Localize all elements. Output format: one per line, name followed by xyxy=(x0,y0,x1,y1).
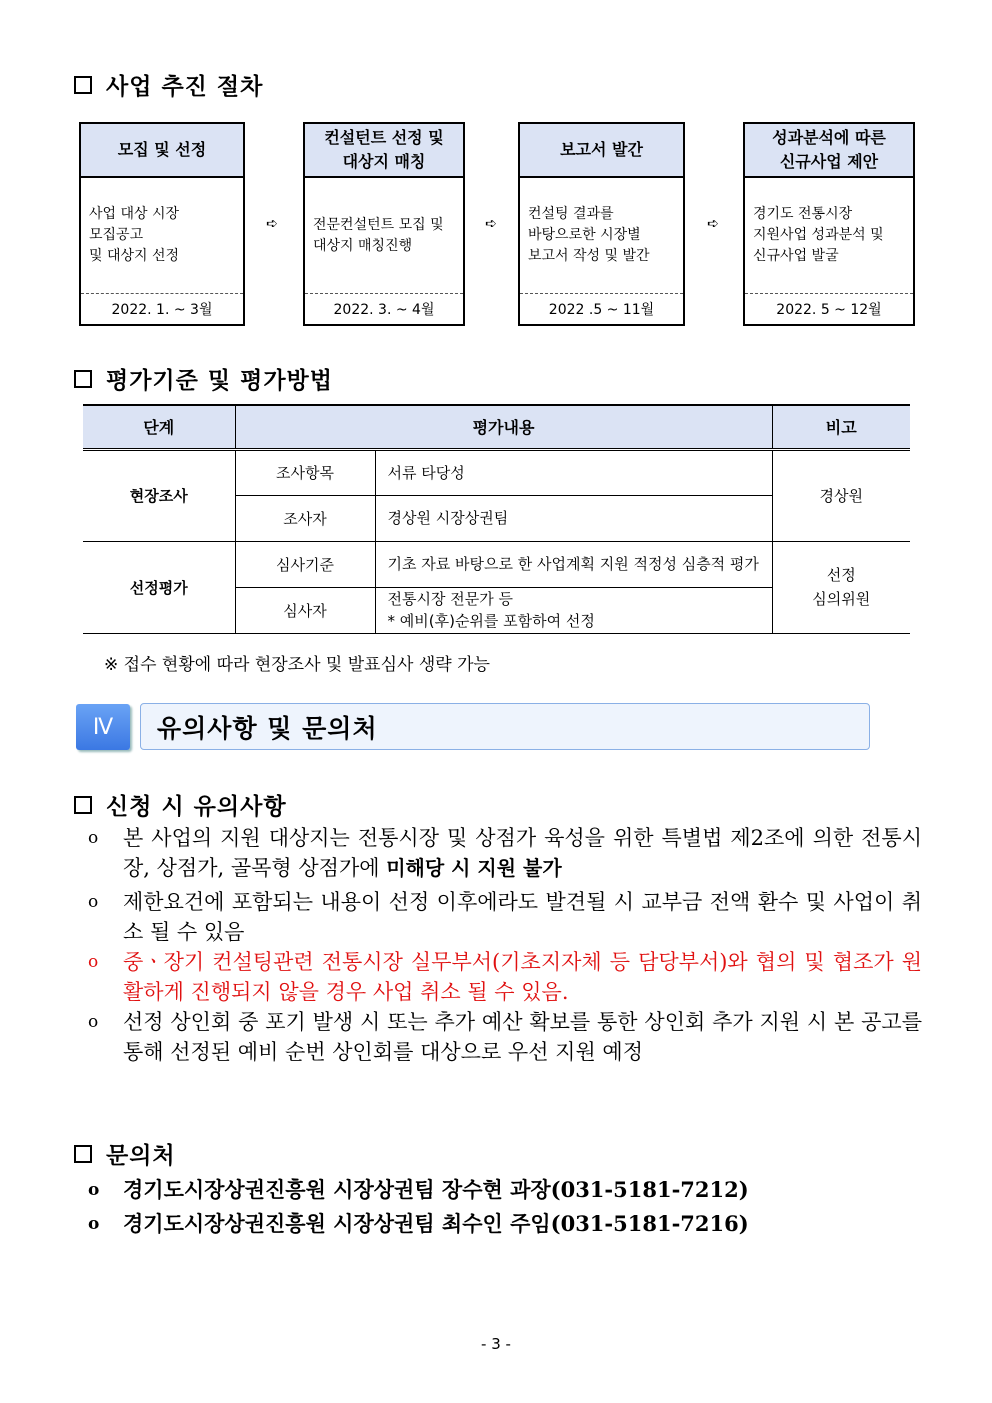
chapter-number-badge: Ⅳ xyxy=(76,704,130,750)
note-cell: 선정 심의위원 xyxy=(772,541,910,633)
section-heading-evaluation: 평가기준 및 평가방법 xyxy=(74,362,333,395)
checkbox-square-icon xyxy=(74,370,92,388)
evaluation-table xyxy=(83,404,910,634)
bold-emphasis: 미해당 시 지원 불가 xyxy=(386,856,562,880)
header-note: 비고 xyxy=(772,405,910,449)
header-stage: 단계 xyxy=(83,405,235,449)
step-title: 보고서 발간 xyxy=(520,124,683,178)
section-heading-procedure: 사업 추진 절차 xyxy=(74,68,263,101)
checkbox-square-icon xyxy=(74,76,92,94)
step-title: 모집 및 선정 xyxy=(81,124,243,178)
contact-item: o 경기도시장상권진흥원 시장상권팀 장수현 과장(031-5181-7212) xyxy=(88,1175,922,1205)
table-header-row xyxy=(83,405,910,449)
step-date: 2022. 5 ~ 12월 xyxy=(776,302,882,318)
bullet-icon: o xyxy=(88,952,99,972)
item-cell: 심사자 xyxy=(235,587,375,633)
step-body: 전문컨설턴트 모집 및 대상지 매칭진행 xyxy=(305,178,463,294)
page-number: - 3 - xyxy=(481,1335,511,1353)
chapter-title: 유의사항 및 문의처 xyxy=(140,703,870,750)
process-step-2 xyxy=(303,122,465,326)
process-step-4 xyxy=(743,122,915,326)
item-cell: 심사기준 xyxy=(235,541,375,587)
step-body: 컨설팅 결과를 바탕으로한 시장별 보고서 작성 및 발간 xyxy=(520,178,683,294)
bullet-icon: o xyxy=(88,1012,99,1032)
step-date: 2022. 3. ~ 4월 xyxy=(333,302,435,318)
precautions-list xyxy=(88,823,922,1067)
step-date: 2022 .5 ~ 11월 xyxy=(548,302,655,318)
table-footnote: ※ 접수 현황에 따라 현장조사 및 발표심사 생략 가능 xyxy=(104,655,490,675)
stage-cell: 현장조사 xyxy=(83,449,235,541)
item-cell: 조사항목 xyxy=(235,449,375,495)
process-step-1 xyxy=(79,122,245,326)
bullet-icon: o xyxy=(88,1180,100,1200)
content-cell: 경상원 시장상권팀 xyxy=(375,495,772,541)
list-item: o 본 사업의 지원 대상지는 전통시장 및 상점가 육성을 위한 특별법 제2조에 의한 전통시장, 상점가, 골목형 상점가에 미해당 시 지원 불가 xyxy=(88,823,922,883)
step-title: 성과분석에 따른 신규사업 제안 xyxy=(745,124,913,178)
contact-list xyxy=(88,1175,922,1239)
arrow-right-icon: ➪ xyxy=(485,216,497,232)
checkbox-square-icon xyxy=(74,1145,92,1163)
content-cell: 전통시장 전문가 등 * 예비(후)순위를 포함하여 선정 xyxy=(375,587,772,633)
content-cell: 서류 타당성 xyxy=(375,449,772,495)
contact-item: o 경기도시장상권진흥원 시장상권팀 최수인 주임(031-5181-7216) xyxy=(88,1209,922,1239)
section-heading-contact: 문의처 xyxy=(74,1137,176,1170)
step-body: 경기도 전통시장 지원사업 성과분석 및 신규사업 발굴 xyxy=(745,178,913,294)
step-title: 컨설턴트 선정 및 대상지 매칭 xyxy=(305,124,463,178)
step-body: 사업 대상 시장 모집공고 및 대상지 선정 xyxy=(81,178,243,294)
arrow-right-icon: ➪ xyxy=(266,216,278,232)
arrow-right-icon: ➪ xyxy=(707,216,719,232)
bullet-icon: o xyxy=(88,892,99,912)
process-step-3 xyxy=(518,122,685,326)
bullet-icon: o xyxy=(88,828,99,848)
step-date: 2022. 1. ~ 3월 xyxy=(111,302,213,318)
table-row xyxy=(83,449,910,495)
header-content: 평가내용 xyxy=(235,405,772,449)
bullet-icon: o xyxy=(88,1214,100,1234)
item-cell: 조사자 xyxy=(235,495,375,541)
table-row xyxy=(83,541,910,587)
note-cell: 경상원 xyxy=(772,449,910,541)
section-heading-precautions: 신청 시 유의사항 xyxy=(74,788,287,821)
list-item: o 제한요건에 포함되는 내용이 선정 이후에라도 발견될 시 교부금 전액 환수 및 사업이 취소 될 수 있음 xyxy=(88,887,922,947)
list-item: o 선정 상인회 중 포기 발생 시 또는 추가 예산 확보를 통한 상인회 추가 지원 시 본 공고를 통해 선정된 예비 순번 상인회를 대상으로 우선 지원 예정 xyxy=(88,1007,922,1067)
stage-cell: 선정평가 xyxy=(83,541,235,633)
list-item-warning: o 중ㆍ장기 컨설팅관련 전통시장 실무부서(기초지자체 등 담당부서)와 협의 및 협조가 원활하게 진행되지 않을 경우 사업 취소 될 수 있음. xyxy=(88,947,922,1007)
content-cell: 기초 자료 바탕으로 한 사업계획 지원 적정성 심층적 평가 xyxy=(375,541,772,587)
checkbox-square-icon xyxy=(74,796,92,814)
